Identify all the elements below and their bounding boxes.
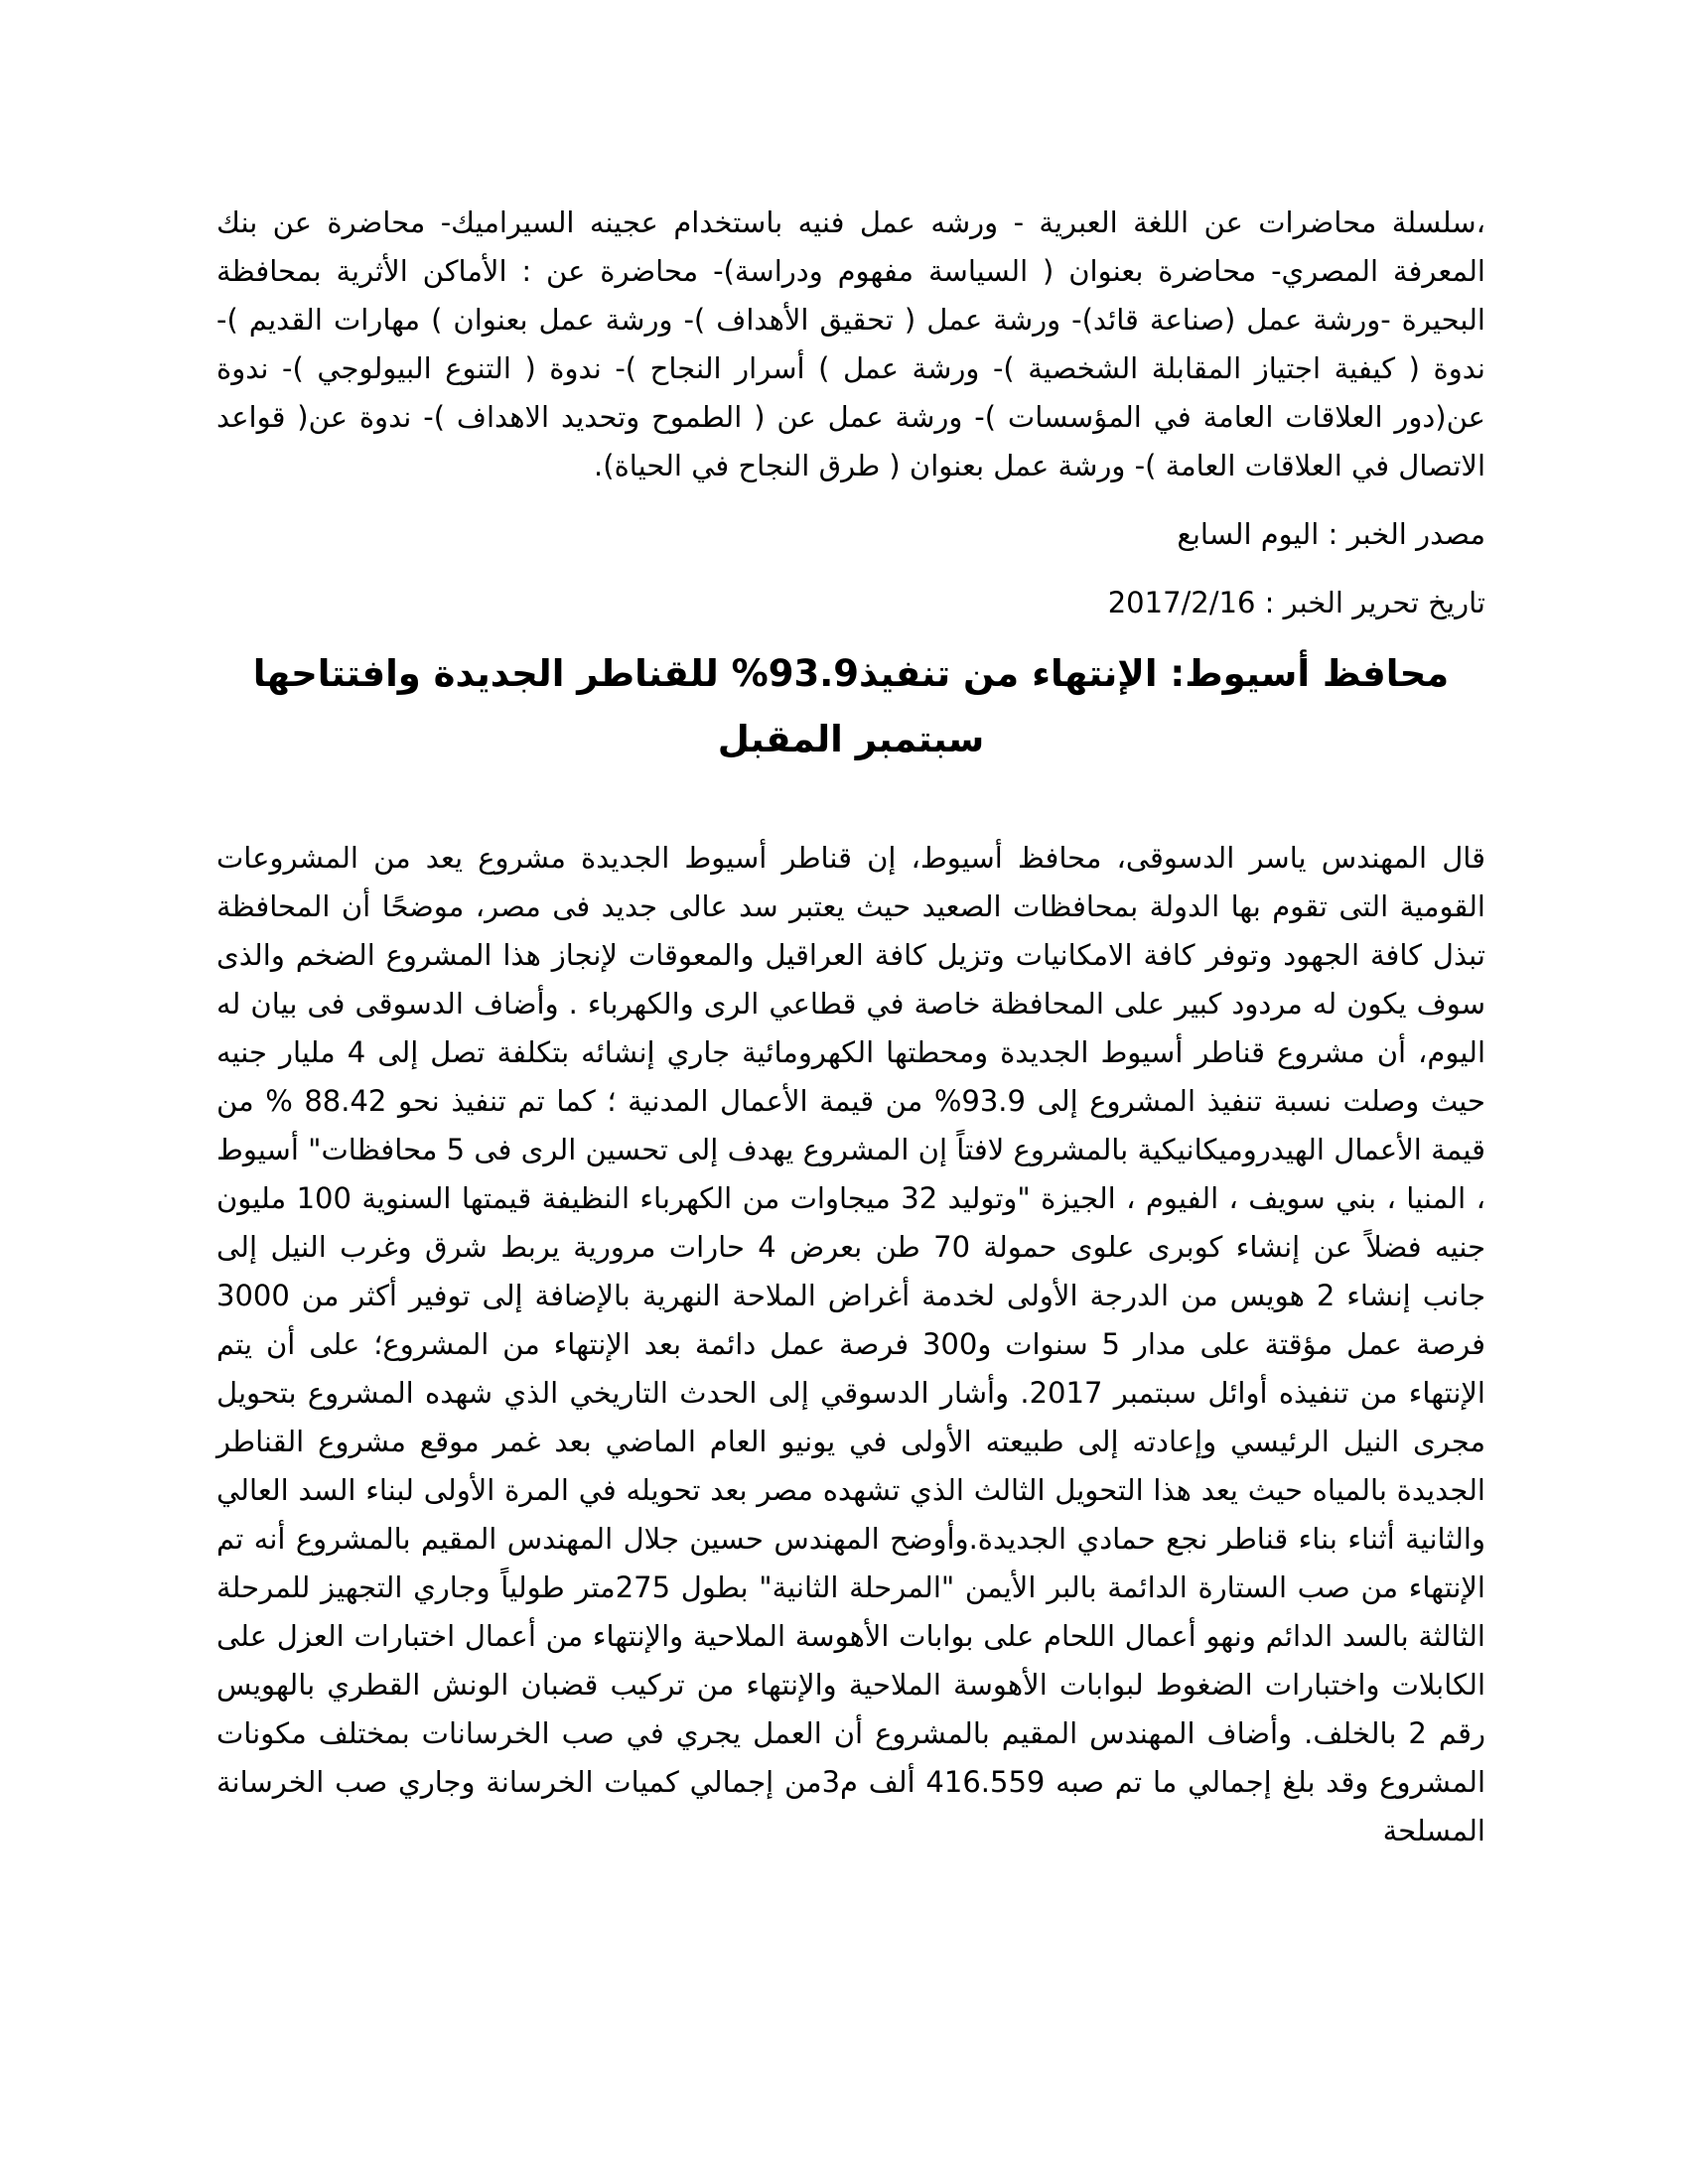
news-date-label: تاريخ تحرير الخبر : xyxy=(1264,586,1485,619)
article-headline: محافظ أسيوط: الإنتهاء من تنفيذ93.9% للقناطر الجديدة وافتتاحها سبتمبر المقبل xyxy=(252,652,1450,760)
news-date-value: 2017/2/16 xyxy=(1107,586,1256,619)
article-body-paragraph: قال المهندس ياسر الدسوقى، محافظ أسيوط، إن قناطر أسيوط الجديدة مشروع يعد من المشروعات القومية التى تقوم بها الدولة بمحافظات الصعيد حيث يعتبر سد عالى جديد فى مصر، موضحًا أن المحافظة تبذل كافة الجهود وتوفر كافة الامكانيات وتزيل كافة العراقيل والمعوقات لإنجاز هذا المشروع الضخم والذى سوف يكون له مردود كبير على المحافظة خاصة في قطاعي الرى والكهرباء . وأضاف الدسوقى فى بيان له اليوم، أن مشروع قناطر أسيوط الجديدة ومحطتها الكهرومائية جاري إنشائه بتكلفة تصل إلى 4 مليار جنيه حيث وصلت نسبة تنفيذ المشروع إلى 93.9% من قيمة الأعمال المدنية ؛ كما تم تنفيذ نحو 88.42 % من قيمة الأعمال الهيدروميكانيكية بالمشروع لافتاً إن المشروع يهدف إلى تحسين الرى فى 5 محافظات" أسيوط ، المنيا ، بني سويف ، الفيوم ، الجيزة "وتوليد 32 ميجاوات من الكهرباء النظيفة قيمتها السنوية 100 مليون جنيه فضلاً عن إنشاء كوبرى علوى حمولة 70 طن بعرض 4 حارات مرورية يربط شرق وغرب النيل إلى جانب إنشاء 2 هويس من الدرجة الأولى لخدمة أغراض الملاحة النهرية بالإضافة إلى توفير أكثر من 3000 فرصة عمل مؤقتة على مدار 5 سنوات و300 فرصة عمل دائمة بعد الإنتهاء من المشروع؛ على أن يتم الإنتهاء من تنفيذه أوائل سبتمبر 2017. وأشار الدسوقي إلى الحدث التاريخي الذي شهده المشروع بتحويل مجرى النيل الرئيسي وإعادته إلى طبيعته الأولى في يونيو العام الماضي بعد غمر موقع مشروع القناطر الجديدة بالمياه حيث يعد هذا التحويل الثالث الذي تشهده مصر بعد تحويله في المرة الأولى لبناء السد العالي والثانية أثناء بناء قناطر نجع حمادي الجديدة.وأوضح المهندس حسين جلال المهندس المقيم بالمشروع أنه تم الإنتهاء من صب الستارة الدائمة بالبر الأيمن "المرحلة الثانية" بطول 275متر طولياً وجاري التجهيز للمرحلة الثالثة بالسد الدائم ونهو أعمال اللحام على بوابات الأهوسة الملاحية والإنتهاء من أعمال اختبارات العزل على الكابلات واختبارات الضغوط لبوابات الأهوسة الملاحية والإنتهاء من تركيب قضبان الونش القطري بالهويس رقم 2 بالخلف. وأضاف المهندس المقيم بالمشروع أن العمل يجري في صب الخرسانات بمختلف مكونات المشروع وقد بلغ إجمالي ما تم صبه 416.559 ألف م3من إجمالي كميات الخرسانة وجاري صب الخرسانة المسلحة xyxy=(216,841,1486,1847)
intro-paragraph: ،سلسلة محاضرات عن اللغة العبرية - ورشه عمل فنيه باستخدام عجينه السيراميك- محاضرة عن بنك المعرفة المصري- محاضرة بعنوان ( السياسة مفهوم ودراسة)- محاضرة عن : الأماكن الأثرية بمحافظة البحيرة -ورشة عمل (صناعة قائد)- ورشة عمل ( تحقيق الأهداف )- ورشة عمل بعنوان ) مهارات القديم )- ندوة ( كيفية اجتياز المقابلة الشخصية )- ورشة عمل ) أسرار النجاح )- ندوة ( التنوع البيولوجي )- ندوة عن(دور العلاقات العامة في المؤسسات )- ورشة عمل عن ( الطموح وتحديد الاهداف )- ندوة عن( قواعد الاتصال في العلاقات العامة )- ورشة عمل بعنوان ( طرق النجاح في الحياة). xyxy=(216,205,1485,482)
news-source-line: مصدر الخبر : اليوم السابع xyxy=(1177,517,1485,551)
document-content xyxy=(216,199,1485,1855)
news-date-line xyxy=(216,579,1485,627)
